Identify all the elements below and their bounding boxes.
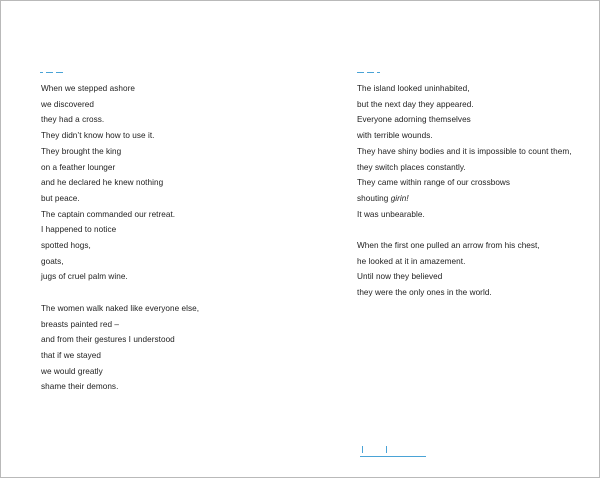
poem-line: but the next day they appeared. (357, 99, 474, 109)
poem-line: They didn’t know how to use it. (41, 131, 155, 141)
poem-line: we discovered (41, 99, 94, 109)
poem-line: When the first one pulled an arrow from his chest, (357, 241, 540, 251)
poem-line: on a feather lounger (41, 162, 116, 172)
poem-line: and he declared he knew nothing (41, 178, 164, 188)
stanza-2 (41, 301, 199, 395)
stanza-1 (41, 81, 199, 285)
poem-line: They have shiny bodies and it is impossible to count them, (357, 146, 572, 156)
poem-line: but peace. (41, 193, 80, 203)
poem-line: they had a cross. (41, 115, 105, 125)
poem-line: When we stepped ashore (41, 84, 135, 93)
folio-tick (386, 446, 387, 453)
shouting-prefix: shouting (357, 193, 391, 203)
right-poem (357, 81, 572, 301)
poem-line: They came within range of our crossbows (357, 178, 511, 188)
poem-line: The captain commanded our retreat. (41, 209, 176, 219)
folio-rule (360, 456, 426, 457)
section-marker (40, 72, 63, 73)
poem-line: They brought the king (41, 146, 122, 156)
section-marker (357, 72, 380, 73)
poem-line: jugs of cruel palm wine. (41, 272, 128, 282)
poem-line: Until now they believed (357, 272, 443, 282)
poem-line: they were the only ones in the world. (357, 288, 492, 298)
poem-line: goats, (41, 256, 64, 266)
left-page (1, 1, 300, 477)
stanza-1 (357, 81, 572, 222)
poem-line: Everyone adorning themselves (357, 115, 471, 125)
poem-line: he looked at it in amazement. (357, 256, 466, 266)
poem-line: The island looked uninhabited, (357, 84, 470, 93)
poem-line: and from their gestures I understood (41, 335, 175, 345)
folio-ornament (360, 445, 426, 461)
stanza-2 (357, 238, 572, 301)
poem-line: The women walk naked like everyone else, (41, 303, 200, 313)
poem-line: spotted hogs, (41, 241, 91, 251)
poem-line-shouting (357, 191, 572, 207)
poem-line: we would greatly (41, 366, 103, 376)
left-poem (41, 81, 199, 395)
poem-line: they switch places constantly. (357, 162, 466, 172)
poem-line: with terrible wounds. (357, 131, 433, 141)
poem-line: breasts painted red – (41, 319, 119, 329)
poem-line: I happened to notice (41, 225, 117, 235)
poem-line: shame their demons. (41, 382, 119, 392)
poem-line: that if we stayed (41, 350, 102, 360)
right-page (300, 1, 599, 477)
shouting-word: girin! (390, 193, 409, 203)
folio-tick (362, 446, 363, 453)
poem-line: It was unbearable. (357, 209, 425, 219)
